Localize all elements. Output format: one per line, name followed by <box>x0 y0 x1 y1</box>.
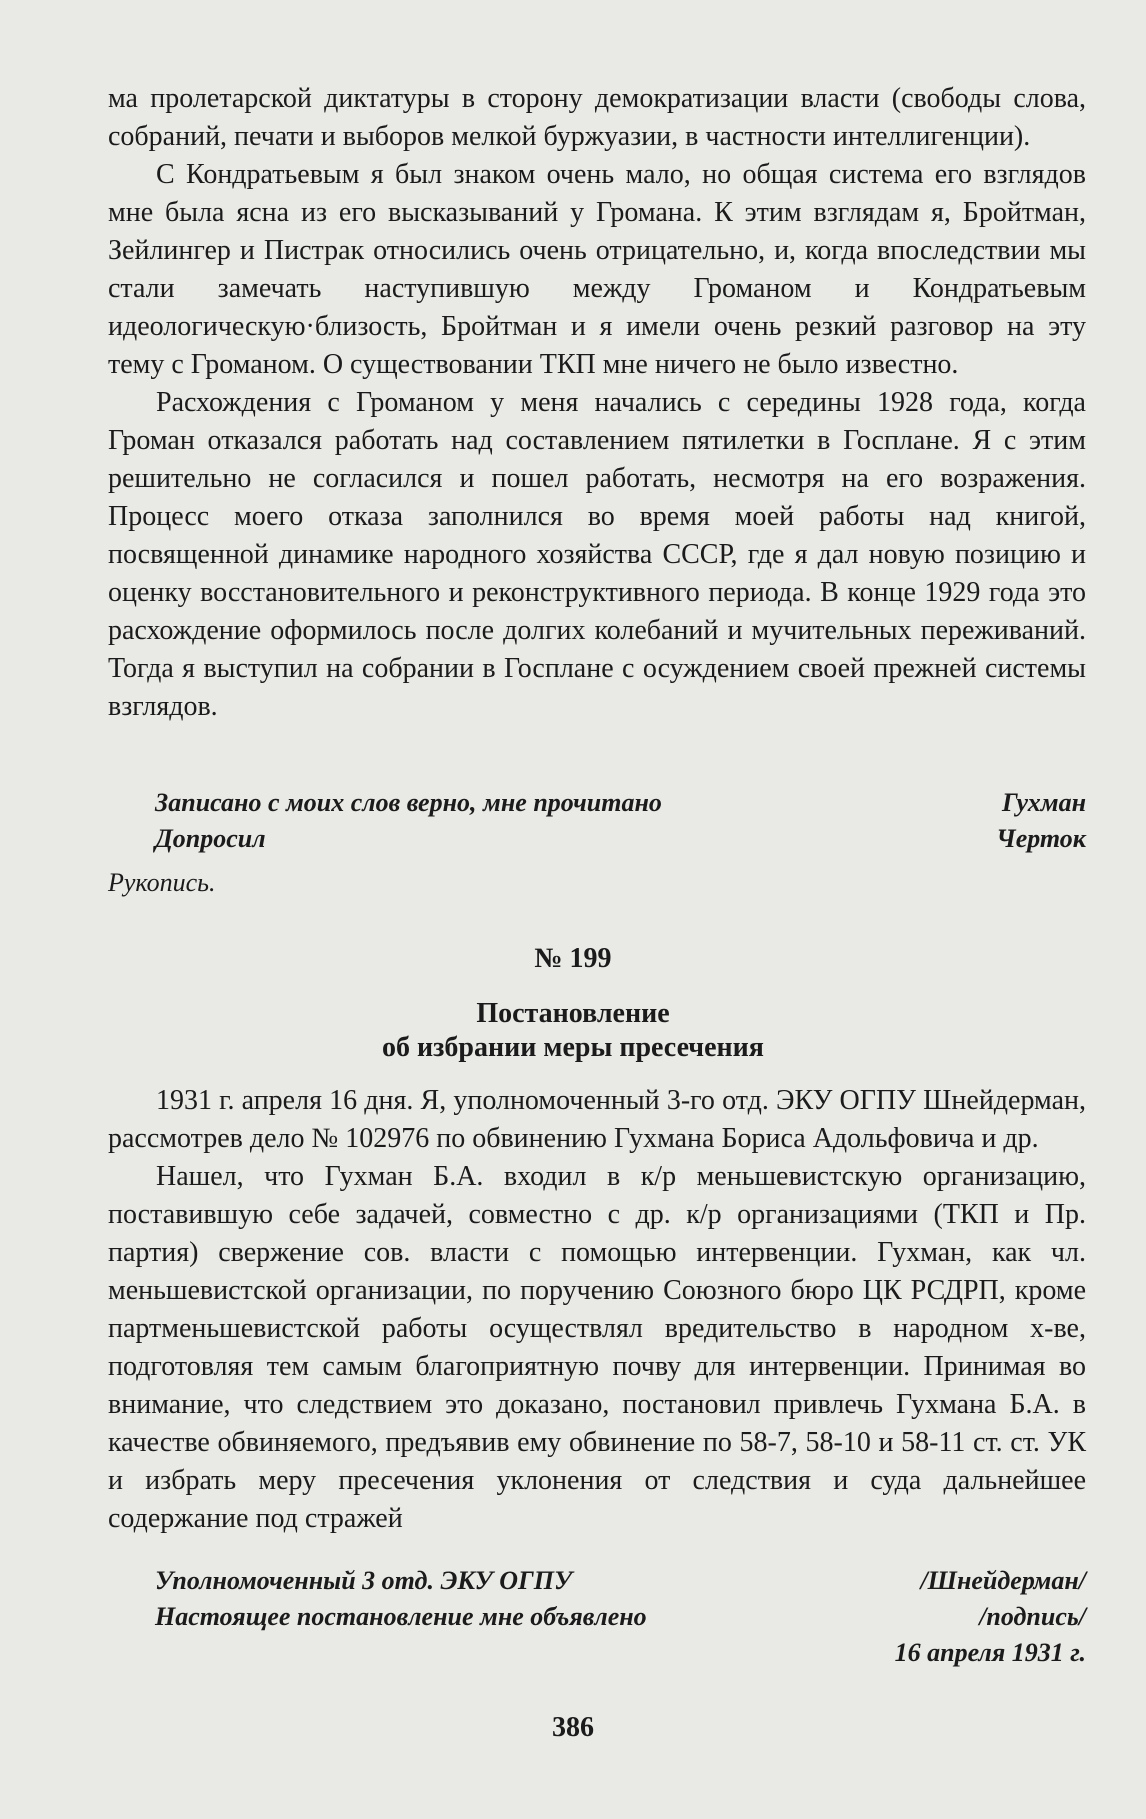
page-number: 386 <box>552 1712 594 1743</box>
signature-name: /подпись/ <box>979 1602 1086 1631</box>
signature-caption: Записано с моих слов верно, мне прочитано <box>155 788 662 817</box>
signature-date: 16 апреля 1931 г. <box>894 1638 1086 1667</box>
signature-caption: Допросил <box>155 824 266 853</box>
document-subtitle: об избрании меры пресечения <box>382 1032 764 1063</box>
signature-caption: Настоящее постановление мне объявлено <box>155 1602 647 1631</box>
signature-name: /Шнейдерман/ <box>920 1566 1086 1595</box>
paragraph: ма пролетарской диктатуры в сторону демократизации власти (свободы слова, собраний, печати и выборов мелкой буржуазии, в частности интеллигенции). <box>108 83 1086 152</box>
document-number: № 199 <box>534 943 612 974</box>
paragraph: С Кондратьевым я был знаком очень мало, но общая система его взглядов мне была ясна из его высказываний у Громана. К этим взглядам я, Бройтман, Зейлингер и Пистрак относились очень отрицательно, и, когда впоследствии мы стали замечать наступившую между Громаном и Кондратьевым идеологическую·близость, Бройтман и я имели очень резкий разговор на эту тему с Громаном. О существовании ТКП мне ничего не было известно. <box>108 159 1086 380</box>
signature-name: Черток <box>996 824 1086 853</box>
text-block-bottom <box>108 1082 1086 1538</box>
manuscript-note: Рукопись. <box>108 868 216 897</box>
document-title: Постановление <box>476 998 670 1029</box>
paragraph: Нашел, что Гухман Б.А. входил в к/р меньшевистскую организацию, поставившую себе задачей, совместно с др. к/р организациями (ТКП и Пр. партия) свержение сов. власти с помощью интервенции. Гухман, как чл. меньшевистской организации, по поручению Союзного бюро ЦК РСДРП, кроме партменьшевистской работы осуществлял вредительство в народном х-ве, подготовляя тем самым благоприятную почву для интервенции. Принимая во внимание, что следствием это доказано, постановил привлечь Гухмана Б.А. в качестве обвиняемого, предъявив ему обвинение по 58-7, 58-10 и 58-11 ст. ст. УК и избрать меру пресечения уклонения от следствия и суда дальнейшее содержание под стражей <box>108 1161 1086 1534</box>
text-block-top <box>108 80 1086 726</box>
paragraph: Расхождения с Громаном у меня начались с середины 1928 года, когда Громан отказался работать над составлением пятилетки в Госплане. Я с этим решительно не согласился и пошел работать, несмотря на его возражения. Процесс моего отказа заполнился во время моей работы над книгой, посвященной динамике народного хозяйства СССР, где я дал новую позицию и оценку восстановительного и реконструктивного периода. В конце 1929 года это расхождение оформилось после долгих колебаний и мучительных переживаний. Тогда я выступил на собрании в Госплане с осуждением своей прежней системы взглядов. <box>108 387 1086 722</box>
signature-caption: Уполномоченный 3 отд. ЭКУ ОГПУ <box>155 1566 573 1595</box>
signature-name: Гухман <box>1001 788 1086 817</box>
paragraph: 1931 г. апреля 16 дня. Я, уполномоченный 3-го отд. ЭКУ ОГПУ Шнейдерман, рассмотрев дело № 102976 по обвинению Гухмана Бориса Адольфовича и др. <box>108 1085 1086 1154</box>
